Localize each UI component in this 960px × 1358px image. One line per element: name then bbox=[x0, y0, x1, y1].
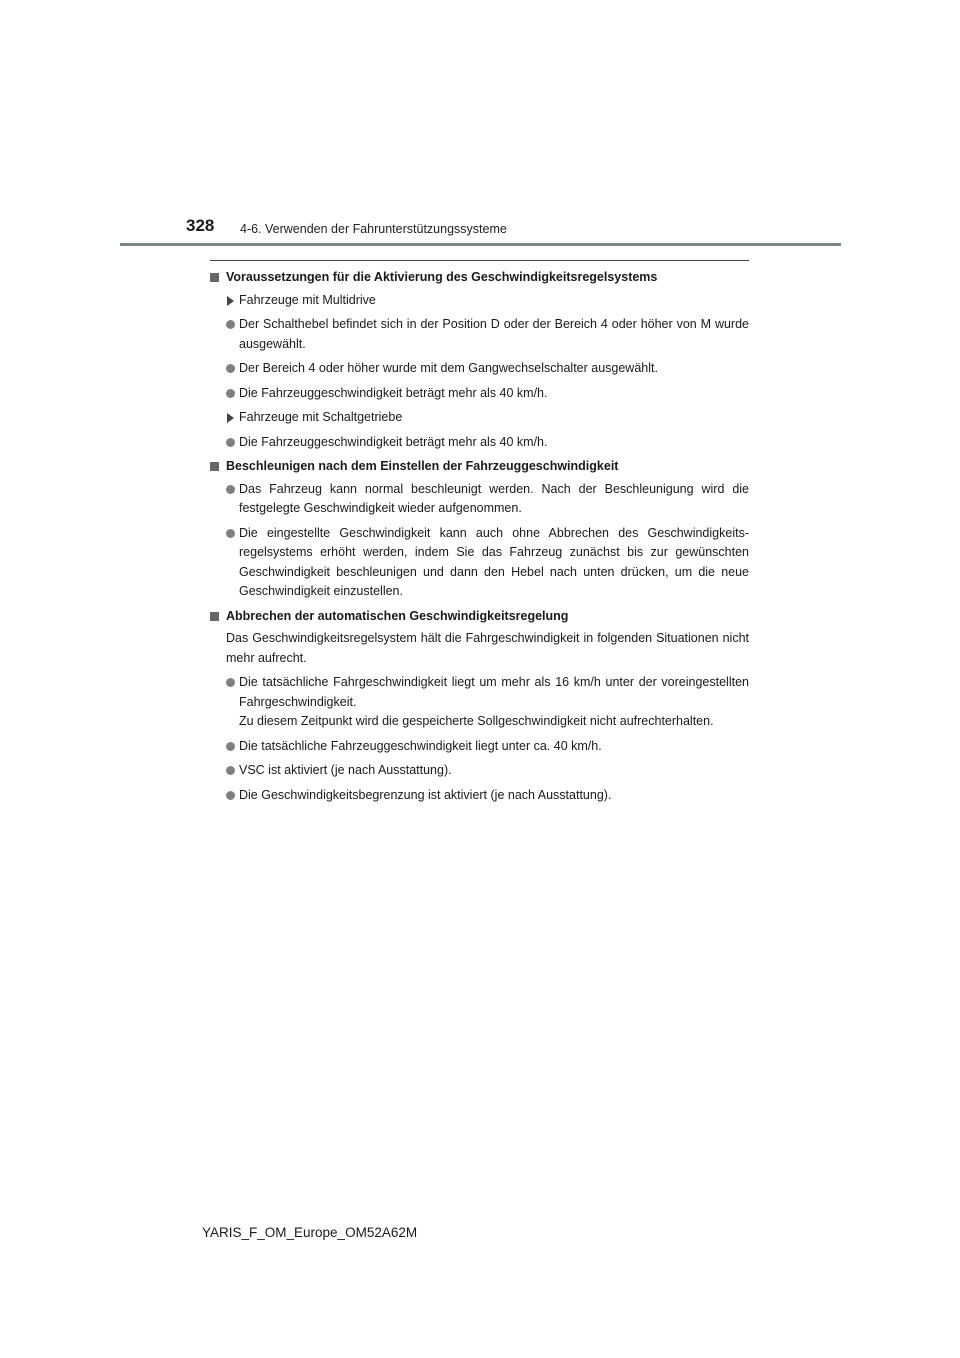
list-item bbox=[210, 359, 749, 379]
item-text-continuation: Zu diesem Zeitpunkt wird die gespeicherte Sollgeschwindigkeit nicht aufrechterhalten. bbox=[239, 714, 714, 728]
item-text: Die Geschwindigkeitsbegrenzung ist aktiviert (je nach Ausstattung). bbox=[239, 787, 612, 802]
section-activation-conditions bbox=[210, 268, 749, 452]
circle-bullet-icon bbox=[226, 320, 235, 329]
list-item bbox=[210, 673, 749, 732]
circle-bullet-icon bbox=[226, 438, 235, 447]
header-divider bbox=[120, 243, 841, 246]
content-area bbox=[210, 268, 749, 810]
circle-bullet-icon bbox=[226, 742, 235, 751]
section-intro: Das Geschwindigkeitsregelsystem hält die Fahrgeschwindigkeit in folgenden Situationen nicht mehr aufrecht. bbox=[226, 631, 749, 665]
circle-bullet-icon bbox=[226, 485, 235, 494]
section-heading bbox=[210, 607, 749, 627]
list-item bbox=[210, 480, 749, 519]
circle-bullet-icon bbox=[226, 791, 235, 800]
item-text: VSC ist aktiviert (je nach Ausstattung). bbox=[239, 763, 452, 777]
list-item bbox=[210, 737, 749, 757]
item-text: Fahrzeuge mit Multidrive bbox=[239, 292, 376, 307]
content-divider bbox=[210, 260, 749, 261]
section-cancellation bbox=[210, 607, 749, 806]
item-text: Der Schalthebel befindet sich in der Position D oder der Bereich 4 oder höher von M wurde ausgewählt. bbox=[239, 317, 749, 351]
item-text: Fahrzeuge mit Schaltgetriebe bbox=[239, 410, 403, 424]
circle-bullet-icon bbox=[226, 766, 235, 775]
section-heading bbox=[210, 457, 749, 477]
list-item bbox=[210, 384, 749, 404]
circle-bullet-icon bbox=[226, 364, 235, 373]
item-text: Die Fahrzeuggeschwindigkeit beträgt mehr als 40 km/h. bbox=[239, 434, 548, 449]
list-item bbox=[210, 315, 749, 354]
list-item bbox=[210, 524, 749, 602]
square-bullet-icon bbox=[210, 612, 219, 621]
item-text: Das Fahrzeug kann normal beschleunigt werden. Nach der Beschleunigung wird die festgelegte Geschwindigkeit wieder aufgenommen. bbox=[239, 481, 749, 515]
circle-bullet-icon bbox=[226, 389, 235, 398]
item-text: Die tatsächliche Fahrgeschwindigkeit liegt um mehr als 16 km/h unter der voreingestellten Fahrgeschwindigkeit. bbox=[239, 675, 749, 709]
section-heading bbox=[210, 268, 749, 288]
square-bullet-icon bbox=[210, 462, 219, 471]
arrow-right-icon bbox=[227, 413, 234, 423]
list-item bbox=[210, 433, 749, 453]
item-text: Die Fahrzeuggeschwindigkeit beträgt mehr als 40 km/h. bbox=[239, 385, 548, 400]
section-title: 4-6. Verwenden der Fahrunterstützungssysteme bbox=[240, 222, 507, 236]
arrow-right-icon bbox=[227, 296, 234, 306]
item-text: Die tatsächliche Fahrzeuggeschwindigkeit liegt unter ca. 40 km/h. bbox=[239, 738, 602, 753]
heading-text: Voraussetzungen für die Aktivierung des Geschwindigkeitsregelsystems bbox=[226, 270, 658, 284]
circle-bullet-icon bbox=[226, 529, 235, 538]
page-number: 328 bbox=[186, 216, 215, 235]
document-code: YARIS_F_OM_Europe_OM52A62M bbox=[202, 1225, 418, 1240]
heading-text: Abbrechen der automatischen Geschwindigkeitsregelung bbox=[226, 608, 569, 623]
section-accelerating bbox=[210, 457, 749, 602]
list-item bbox=[210, 786, 749, 806]
list-item bbox=[210, 408, 749, 428]
list-item bbox=[210, 291, 749, 311]
square-bullet-icon bbox=[210, 273, 219, 282]
item-text: Die eingestellte Geschwindigkeit kann auch ohne Abbrechen des Geschwindigkeitsregelsystems erhöht werden, indem Sie das Fahrzeug zunächst bis zur gewünschten Geschwindigkeit beschleunigen und dann den Hebel nach unten drücken, um die neue Geschwindigkeit einzustellen. bbox=[239, 525, 749, 598]
list-item bbox=[210, 761, 749, 781]
circle-bullet-icon bbox=[226, 678, 235, 687]
heading-text: Beschleunigen nach dem Einstellen der Fahrzeuggeschwindigkeit bbox=[226, 459, 619, 473]
item-text: Der Bereich 4 oder höher wurde mit dem Gangwechselschalter ausgewählt. bbox=[239, 361, 658, 375]
